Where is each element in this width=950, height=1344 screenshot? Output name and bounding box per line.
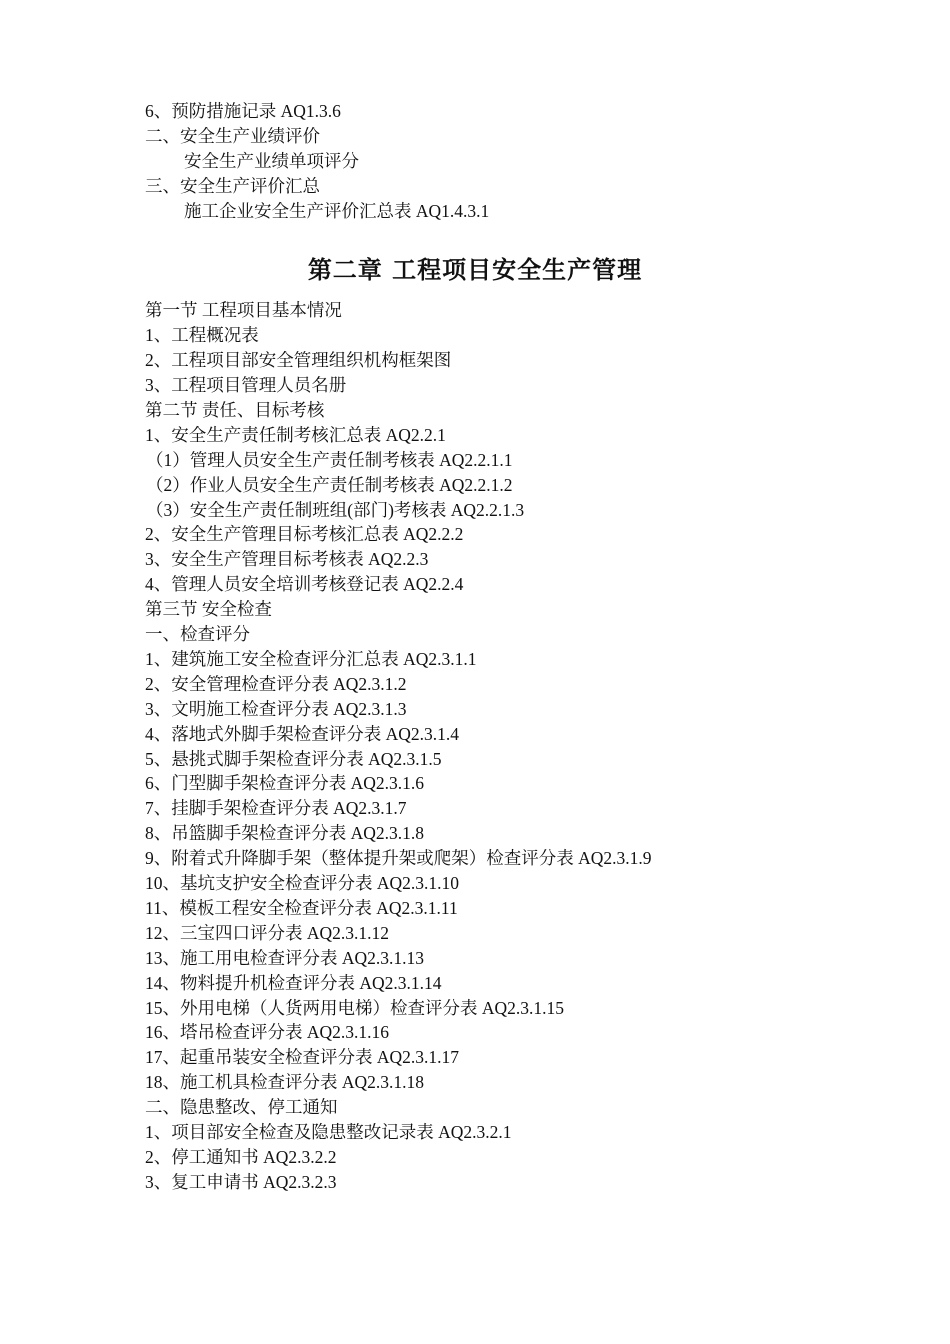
toc-line: 6、门型脚手架检查评分表 AQ2.3.1.6 [145, 773, 425, 793]
toc-line: 施工企业安全生产评价汇总表 AQ1.4.3.1 [184, 201, 490, 221]
toc-line: 15、外用电梯（人货两用电梯）检查评分表 AQ2.3.1.15 [145, 998, 565, 1018]
toc-line: 16、塔吊检查评分表 AQ2.3.1.16 [145, 1022, 390, 1042]
toc-line: 4、落地式外脚手架检查评分表 AQ2.3.1.4 [145, 724, 460, 744]
section-heading: 第二节 责任、目标考核 [145, 400, 325, 420]
toc-line: 2、停工通知书 AQ2.3.2.2 [145, 1147, 337, 1167]
toc-line: （2）作业人员安全生产责任制考核表 AQ2.2.1.2 [146, 475, 513, 495]
toc-line: 18、施工机具检查评分表 AQ2.3.1.18 [145, 1072, 425, 1092]
toc-line: 二、安全生产业绩评价 [145, 126, 320, 146]
toc-line: 1、项目部安全检查及隐患整改记录表 AQ2.3.2.1 [145, 1122, 512, 1142]
toc-line: 4、管理人员安全培训考核登记表 AQ2.2.4 [145, 574, 464, 594]
toc-line: 5、悬挑式脚手架检查评分表 AQ2.3.1.5 [145, 749, 442, 769]
toc-line: 2、安全生产管理目标考核汇总表 AQ2.2.2 [145, 524, 464, 544]
toc-line: 17、起重吊装安全检查评分表 AQ2.3.1.17 [145, 1047, 460, 1067]
toc-line: 2、安全管理检查评分表 AQ2.3.1.2 [145, 674, 407, 694]
section-heading: 二、隐患整改、停工通知 [145, 1097, 338, 1117]
section-heading: 第三节 安全检查 [145, 599, 272, 619]
toc-line: 3、文明施工检查评分表 AQ2.3.1.3 [145, 699, 407, 719]
section-heading: 第一节 工程项目基本情况 [145, 300, 342, 320]
toc-line: 13、施工用电检查评分表 AQ2.3.1.13 [145, 948, 425, 968]
toc-line: 10、基坑支护安全检查评分表 AQ2.3.1.10 [145, 873, 460, 893]
toc-line: 安全生产业绩单项评分 [184, 151, 359, 171]
toc-line: 1、工程概况表 [145, 325, 259, 345]
toc-line: （3）安全生产责任制班组(部门)考核表 AQ2.2.1.3 [146, 500, 525, 520]
toc-line: 14、物料提升机检查评分表 AQ2.3.1.14 [145, 973, 442, 993]
toc-line: 6、预防措施记录 AQ1.3.6 [145, 101, 341, 121]
toc-line: 1、安全生产责任制考核汇总表 AQ2.2.1 [145, 425, 446, 445]
toc-line: 11、模板工程安全检查评分表 AQ2.3.1.11 [145, 898, 458, 918]
toc-line: 7、挂脚手架检查评分表 AQ2.3.1.7 [145, 798, 407, 818]
toc-line: 12、三宝四口评分表 AQ2.3.1.12 [145, 923, 390, 943]
toc-line: 3、安全生产管理目标考核表 AQ2.2.3 [145, 549, 429, 569]
toc-line: 8、吊篮脚手架检查评分表 AQ2.3.1.8 [145, 823, 425, 843]
chapter-title: 第二章 工程项目安全生产管理 [307, 256, 643, 284]
toc-line: 1、建筑施工安全检查评分汇总表 AQ2.3.1.1 [145, 649, 477, 669]
toc-line: 9、附着式升降脚手架（整体提升架或爬架）检查评分表 AQ2.3.1.9 [145, 848, 652, 868]
toc-line: 2、工程项目部安全管理组织机构框架图 [145, 350, 452, 370]
toc-line: （1）管理人员安全生产责任制考核表 AQ2.2.1.1 [146, 450, 513, 470]
toc-line: 三、安全生产评价汇总 [145, 176, 320, 196]
toc-line: 3、工程项目管理人员名册 [145, 375, 347, 395]
toc-line: 3、复工申请书 AQ2.3.2.3 [145, 1172, 337, 1192]
toc-line: 一、检查评分 [145, 624, 250, 644]
